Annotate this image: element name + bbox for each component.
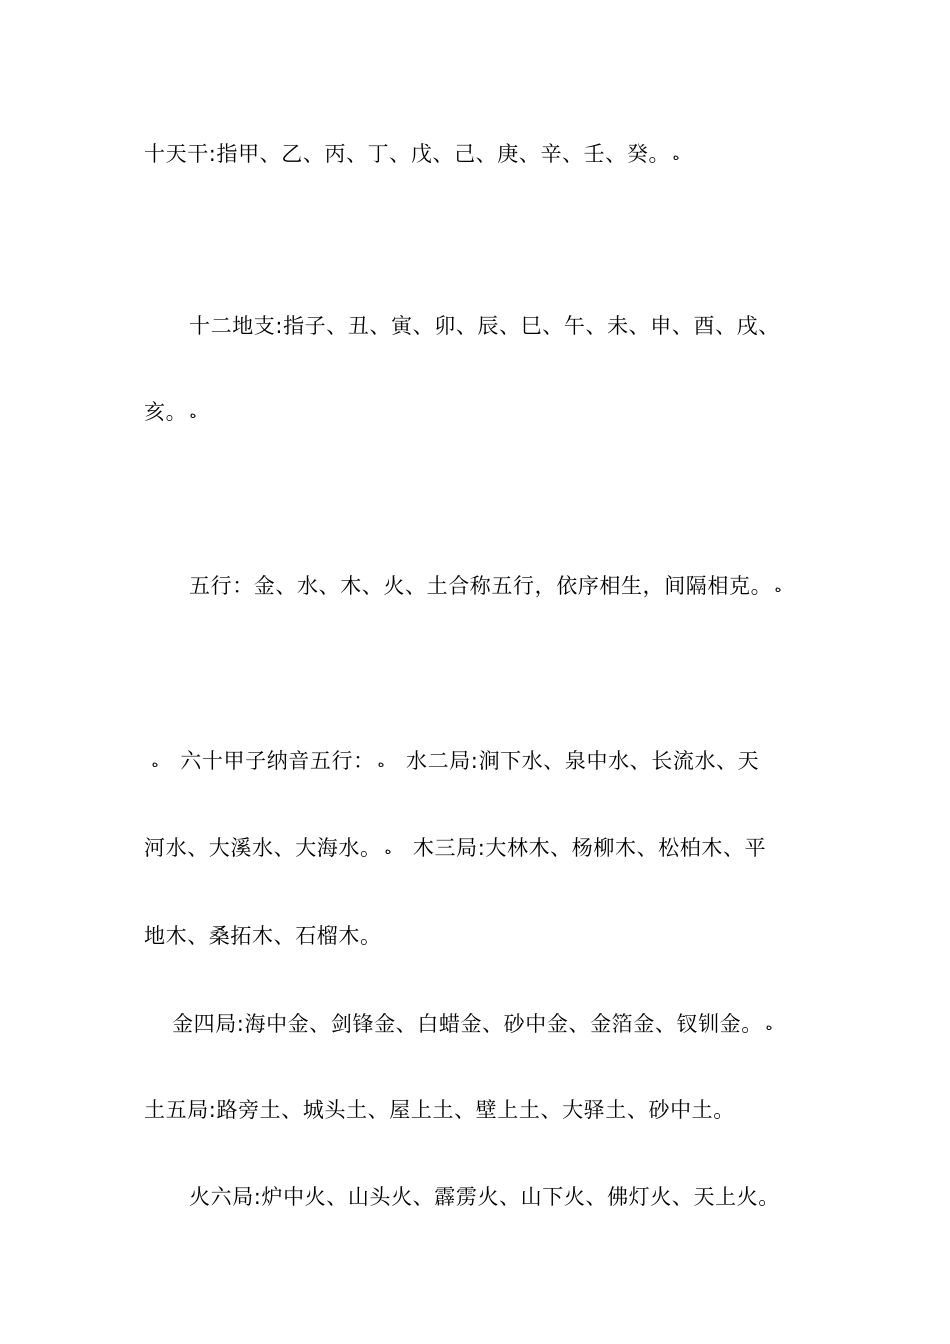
text-heavenly-stems: 十天干:指甲、乙、丙、丁、戊、己、庚、辛、壬、癸。 — [144, 142, 671, 166]
text-earth-bureau: 土五局:路旁土、城头土、屋上土、壁上土、大驿土、砂中土。 — [144, 1098, 735, 1122]
text-line-fire-bureau — [189, 1184, 780, 1210]
text-metal-bureau: 金四局:海中金、剑锋金、白蜡金、砂中金、金箔金、钗钏金。 — [172, 1012, 763, 1036]
text-line-five-elements — [189, 573, 782, 601]
text-line-earthly-branches-end — [144, 399, 197, 427]
text-line-sixty-jiazi — [152, 748, 759, 776]
text-wood-bureau-end: 地木、桑拓木、石榴木。 — [144, 924, 382, 948]
text-fire-bureau: 火六局:炉中火、山头火、霹雳火、山下火、佛灯火、天上火。 — [189, 1185, 780, 1209]
text-line-water-wood — [144, 835, 766, 863]
text-water-bureau-end: 河水、大溪水、大海水。 — [144, 836, 382, 860]
paragraph-mark-icon: ﻩ — [377, 756, 385, 770]
text-water-bureau: 水二局:涧下水、泉中水、长流水、天 — [406, 749, 760, 773]
text-sixty-jiazi-heading: 六十甲子纳音五行： — [180, 749, 375, 773]
text-line-heavenly-stems — [144, 141, 679, 169]
paragraph-mark-icon: ﻩ — [151, 756, 159, 770]
text-line-earthly-branches — [189, 313, 780, 339]
text-earthly-branches: 十二地支:指子、丑、寅、卯、辰、巳、午、未、申、酉、戌、 — [189, 314, 780, 338]
paragraph-mark-icon: ﻩ — [189, 407, 197, 421]
text-wood-bureau: 木三局:大林木、杨柳木、松柏木、平 — [412, 836, 767, 860]
paragraph-mark-icon: ﻩ — [774, 581, 782, 595]
text-line-metal-bureau — [172, 1011, 772, 1039]
paragraph-mark-icon: ﻩ — [765, 1019, 773, 1033]
paragraph-mark-icon: ﻩ — [672, 149, 680, 163]
text-line-wood-end — [144, 923, 382, 949]
paragraph-mark-icon: ﻩ — [384, 843, 392, 857]
text-five-elements: 五行：金、水、木、火、土合称五行，依序相生，间隔相克。 — [189, 574, 773, 598]
text-line-earth-bureau — [144, 1097, 735, 1123]
text-earthly-branches-end: 亥。 — [144, 400, 188, 424]
